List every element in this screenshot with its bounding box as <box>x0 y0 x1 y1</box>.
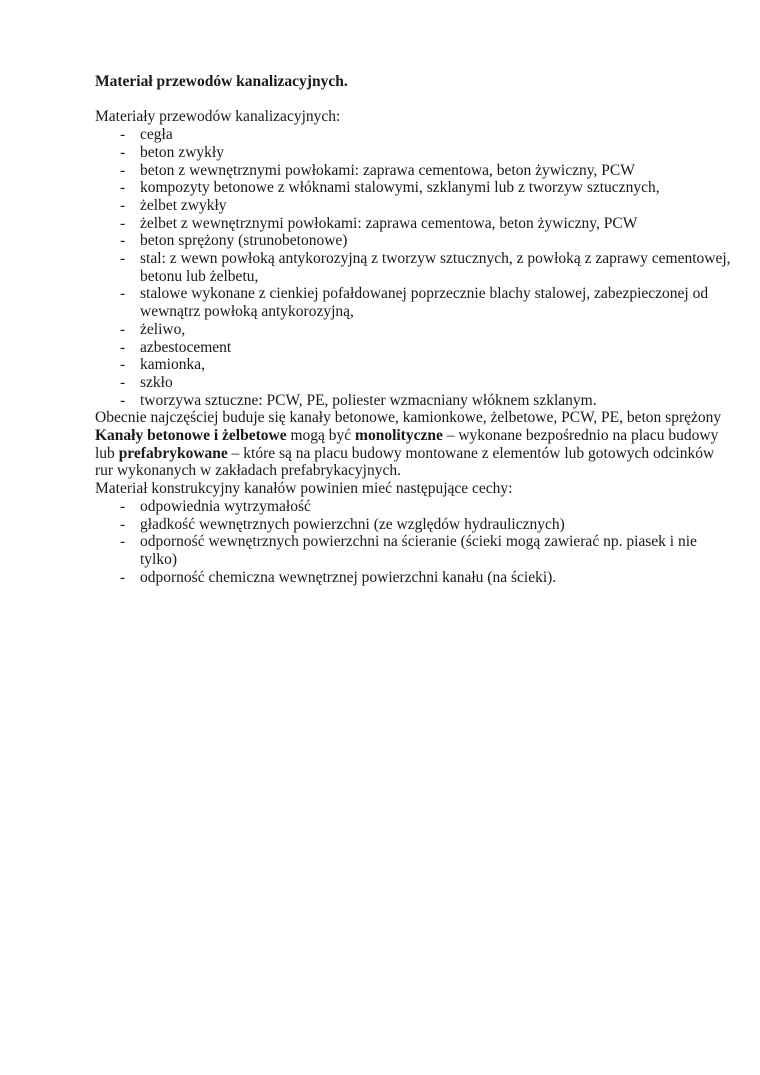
materials-list-item <box>120 144 733 162</box>
materials-list-item-text: stalowe wykonane z cienkiej pofałdowanej poprzecznie blachy stalowej, zabezpieczonej od wewnątrz powłoką antykorozyjną, <box>140 285 709 321</box>
dash-bullet: - <box>120 497 126 515</box>
materials-list-item <box>120 374 733 392</box>
dash-bullet: - <box>120 161 126 179</box>
dash-bullet: - <box>120 214 126 232</box>
dash-bullet: - <box>120 196 126 214</box>
materials-list-item-text: azbestocement <box>140 338 232 356</box>
materials-list-item-text: kompozyty betonowe z włóknami stalowymi, szklanymi lub z tworzyw sztucznych, <box>140 179 660 197</box>
dash-bullet: - <box>120 338 126 356</box>
materials-list-item-text: stal: z wewn powłoką antykorozyjną z tworzyw sztucznych, z powłoką z zaprawy cementowej, betonu lub żelbetu, <box>140 250 731 285</box>
features-list-item-text: odporność wewnętrznych powierzchni na ścieranie (ścieki mogą zawierać np. piasek i nie tylko) <box>140 533 697 568</box>
materials-list-item <box>120 197 733 215</box>
channels-paragraph-segment: Kanały betonowe i żelbetowe <box>95 427 287 445</box>
materials-list-item <box>120 250 733 285</box>
materials-list-item-text: żeliwo, <box>140 320 186 338</box>
materials-list-item <box>120 179 733 197</box>
features-list-item-text: gładkość wewnętrznych powierzchni (ze względów hydraulicznych) <box>140 515 565 533</box>
channels-paragraph-segment: prefabrykowane <box>118 444 228 462</box>
document-content <box>95 73 733 586</box>
materials-list-item-text: beton zwykły <box>140 143 224 161</box>
features-list <box>95 498 733 587</box>
materials-list-item <box>120 232 733 250</box>
materials-list-item <box>120 356 733 374</box>
features-list-item <box>120 533 733 568</box>
dash-bullet: - <box>120 568 126 586</box>
materials-list-item-text: żelbet z wewnętrznymi powłokami: zaprawa cementowa, beton żywiczny, PCW <box>140 214 638 232</box>
materials-list-item <box>120 162 733 180</box>
dash-bullet: - <box>120 391 126 409</box>
materials-list-item-text: beton sprężony (strunobetonowe) <box>140 232 348 250</box>
current-note: Obecnie najczęściej buduje się kanały betonowe, kamionkowe, żelbetowe, PCW, PE, beton sprężony <box>95 409 722 427</box>
materials-list <box>95 126 733 409</box>
features-list-item <box>120 498 733 516</box>
materials-list-item-text: szkło <box>140 373 173 391</box>
features-list-item-text: odporność chemiczna wewnętrznej powierzchni kanału (na ścieki). <box>140 568 557 586</box>
channels-paragraph-segment: monolityczne <box>355 427 443 445</box>
dash-bullet: - <box>120 533 126 551</box>
dash-bullet: - <box>120 515 126 533</box>
features-intro: Materiał konstrukcyjny kanałów powinien mieć następujące cechy: <box>95 480 513 498</box>
channels-paragraph-segment: – które są na placu budowy montowane z elementów lub gotowych odcinków rur wykonanych w zakładach prefabrykacyjnych. <box>95 444 715 480</box>
document-title: Materiał przewodów kanalizacyjnych. <box>95 73 348 90</box>
dash-bullet: - <box>120 126 126 144</box>
features-list-item <box>120 516 733 534</box>
materials-list-item-text: cegła <box>140 126 173 144</box>
materials-intro: Materiały przewodów kanalizacyjnych: <box>95 108 341 126</box>
features-list-item <box>120 569 733 587</box>
materials-list-item <box>120 321 733 339</box>
materials-list-item-text: żelbet zwykły <box>140 196 227 214</box>
dash-bullet: - <box>120 356 126 374</box>
features-list-item-text: odpowiednia wytrzymałość <box>140 497 311 515</box>
dash-bullet: - <box>120 320 126 338</box>
dash-bullet: - <box>120 250 126 268</box>
channels-paragraph-segment: – wykonane bezpośrednio na placu budowy lub <box>95 427 719 462</box>
dash-bullet: - <box>120 143 126 161</box>
materials-list-item-text: tworzywa sztuczne: PCW, PE, poliester wzmacniany włóknem szklanym. <box>140 391 597 409</box>
materials-list-item-text: beton z wewnętrznymi powłokami: zaprawa cementowa, beton żywiczny, PCW <box>140 161 635 179</box>
materials-list-item <box>120 126 733 144</box>
materials-list-item-text: kamionka, <box>140 356 205 374</box>
dash-bullet: - <box>120 232 126 250</box>
dash-bullet: - <box>120 373 126 391</box>
dash-bullet: - <box>120 285 126 303</box>
materials-list-item <box>120 392 733 410</box>
materials-list-item <box>120 285 733 320</box>
channels-paragraph-segment: mogą być <box>290 427 356 445</box>
channels-paragraph <box>95 427 733 480</box>
dash-bullet: - <box>120 179 126 197</box>
materials-list-item <box>120 215 733 233</box>
materials-list-item <box>120 339 733 357</box>
